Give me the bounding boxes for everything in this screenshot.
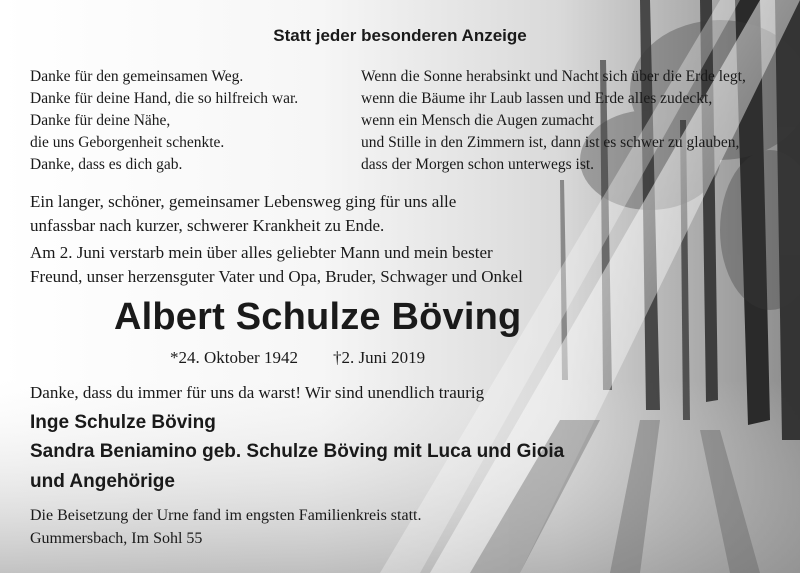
- verse-line: wenn ein Mensch die Augen zumacht: [361, 112, 594, 129]
- death-announcement: [30, 241, 523, 289]
- mourner-name: Inge Schulze Böving: [30, 412, 216, 433]
- notice-header: Statt jeder besonderen Anzeige: [273, 26, 527, 45]
- verse-line: Danke für deine Nähe,: [30, 112, 171, 129]
- intro-line: Ein langer, schöner, gemeinsamer Lebensweg ging für uns alle: [30, 192, 457, 211]
- announcement-line: Am 2. Juni verstarb mein über alles geliebter Mann und mein bester: [30, 243, 493, 262]
- verse-line: Wenn die Sonne herabsinkt und Nacht sich über die Erde legt,: [361, 68, 746, 85]
- burial-note: Die Beisetzung der Urne fand im engsten Familienkreis statt.: [30, 507, 422, 524]
- intro-line: unfassbar nach kurzer, schwerer Krankheit zu Ende.: [30, 216, 385, 235]
- address-line: Gummersbach, Im Sohl 55: [30, 530, 203, 547]
- mourner-name: und Angehörige: [30, 471, 175, 492]
- intro-paragraph: [30, 190, 456, 238]
- verse-line: Danke für den gemeinsamen Weg.: [30, 68, 244, 85]
- mourner-name: Sandra Beniamino geb. Schulze Böving mit Luca und Gioia: [30, 441, 565, 462]
- death-date: †2. Juni 2019: [333, 348, 426, 367]
- verse-line: dass der Morgen schon unterwegs ist.: [361, 156, 595, 173]
- deceased-name: Albert Schulze Böving: [114, 296, 522, 338]
- verse-line: wenn die Bäume ihr Laub lassen und Erde alles zudeckt,: [361, 90, 713, 107]
- birth-date: *24. Oktober 1942: [170, 348, 298, 367]
- verse-line: Danke, dass es dich gab.: [30, 156, 183, 173]
- announcement-line: Freund, unser herzensguter Vater und Opa, Bruder, Schwager und Onkel: [30, 267, 523, 286]
- verse-right: [361, 66, 746, 176]
- verse-line: die uns Geborgenheit schenkte.: [30, 134, 225, 151]
- verse-line: Danke für deine Hand, die so hilfreich war.: [30, 90, 299, 107]
- verse-line: und Stille in den Zimmern ist, dann ist es schwer zu glauben,: [361, 134, 740, 151]
- verse-left: [30, 66, 298, 176]
- thanks-line: Danke, dass du immer für uns da warst! Wir sind unendlich traurig: [30, 383, 485, 402]
